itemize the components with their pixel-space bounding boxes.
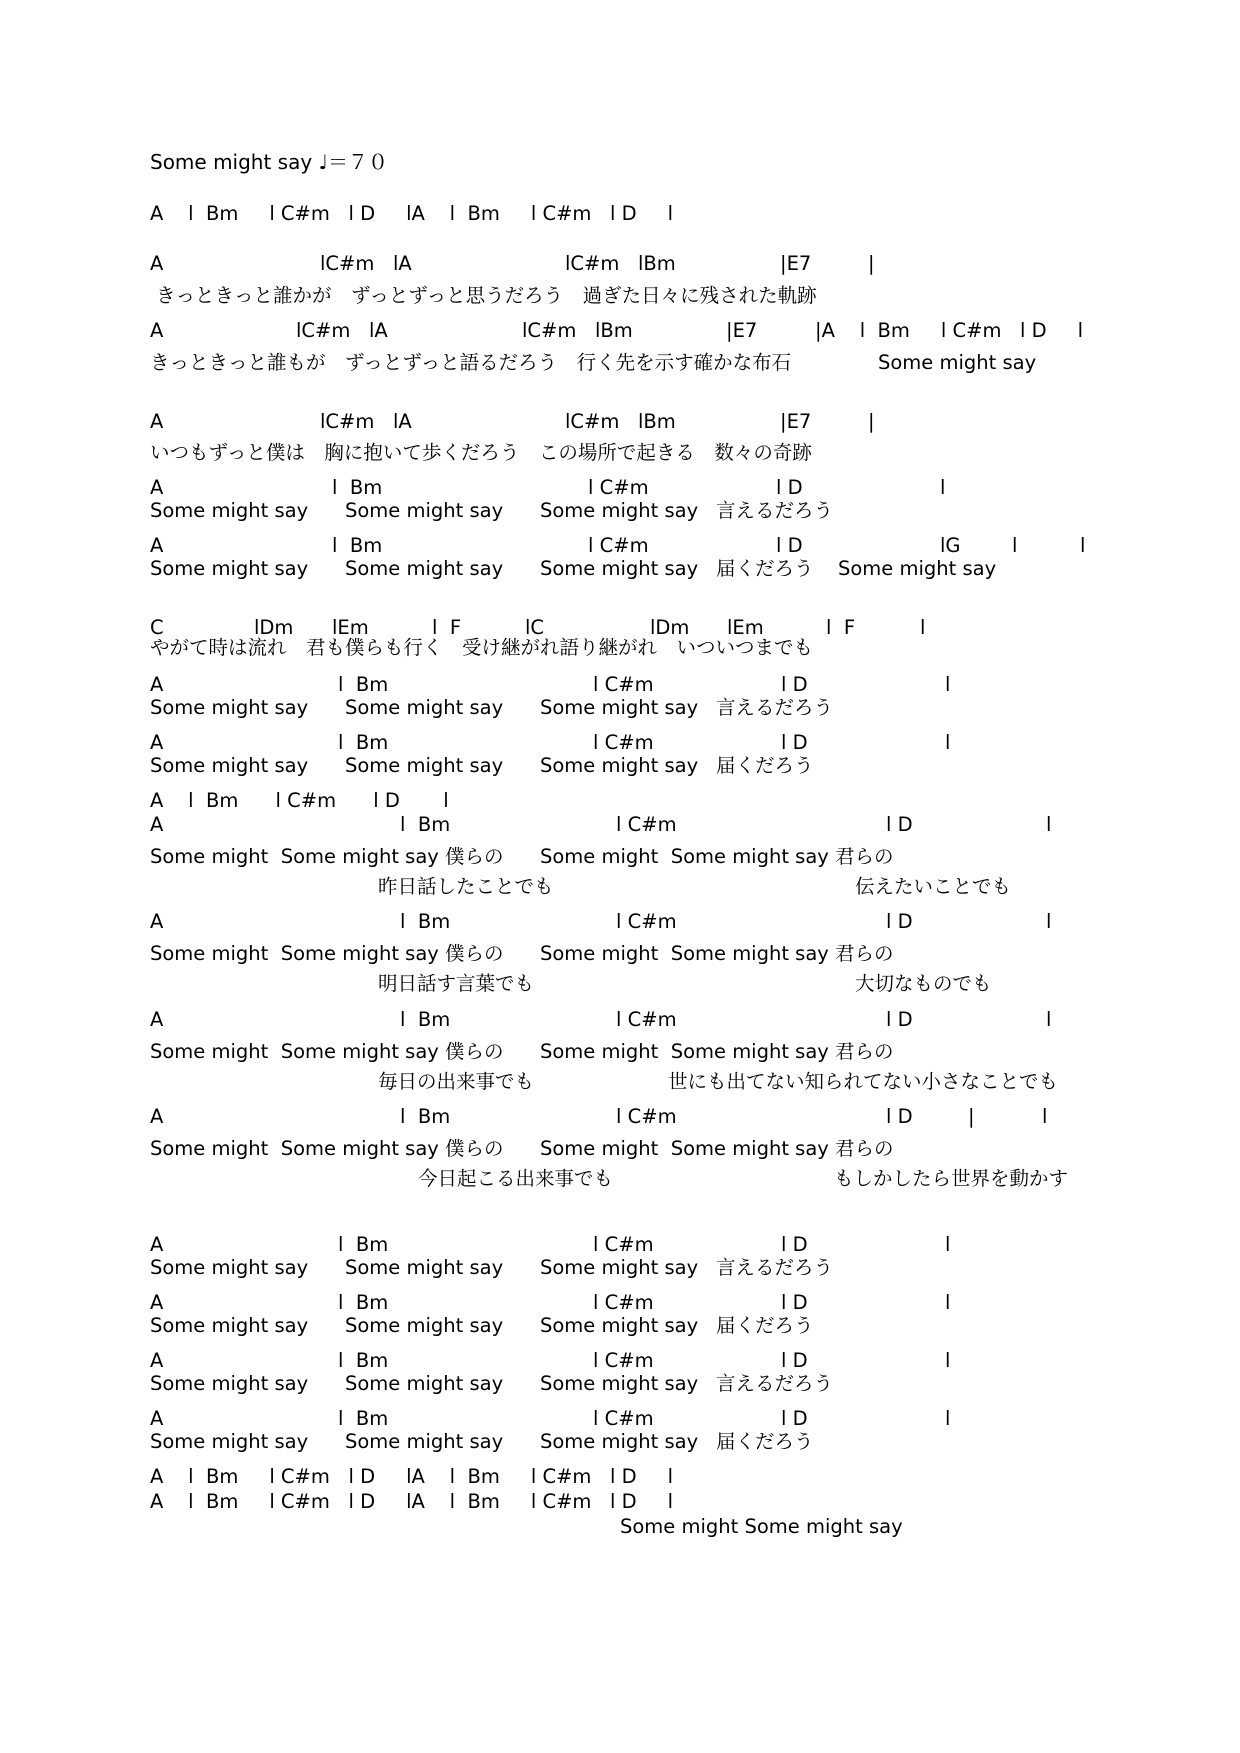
- sheet-line-segment: lC#m lA: [320, 252, 412, 275]
- sheet-line-segment: l C#m: [588, 476, 649, 499]
- sheet-line-segment: l C#m: [616, 1008, 677, 1031]
- sheet-line-segment: 言えるだろう: [716, 1256, 834, 1279]
- sheet-line-segment: l: [945, 673, 951, 696]
- sheet-line-segment: l C#m: [588, 534, 649, 557]
- sheet-line-segment: l Bm: [338, 673, 389, 696]
- sheet-line-segment: lC#m lBm: [522, 319, 633, 342]
- sheet-line-segment: lC#m lBm: [565, 410, 676, 433]
- sheet-line-segment: A: [150, 813, 164, 836]
- sheet-line-segment: l: [1042, 1105, 1048, 1128]
- sheet-line-segment: Some might Some might say 君らの: [540, 1040, 894, 1063]
- sheet-line-segment: l: [945, 731, 951, 754]
- sheet-line-segment: やがて時は流れ 君も僕らも行く 受け継がれ語り継がれ いついつまでも: [150, 636, 814, 659]
- sheet-line-segment: A l Bm l C#m l D lA l Bm l C#m l D l: [150, 1490, 674, 1513]
- sheet-line-segment: l C#m: [593, 1233, 654, 1256]
- sheet-line-segment: Some might say: [540, 754, 699, 777]
- sheet-line-segment: Some might say: [540, 499, 699, 522]
- sheet-line-segment: l Bm: [338, 731, 389, 754]
- sheet-line-segment: Some might say: [540, 557, 699, 580]
- sheet-line-segment: l Bm: [338, 1407, 389, 1430]
- sheet-line-segment: Some might say: [150, 499, 309, 522]
- sheet-line-segment: l Bm: [338, 1233, 389, 1256]
- sheet-line-segment: Some might say: [345, 1256, 504, 1279]
- sheet-line-segment: l: [940, 476, 946, 499]
- sheet-line-segment: l D: [781, 1349, 808, 1372]
- sheet-line-segment: l D: [886, 813, 913, 836]
- sheet-line-segment: |: [868, 410, 875, 433]
- sheet-line-segment: Some might say: [150, 754, 309, 777]
- sheet-line-segment: Some might say: [878, 351, 1037, 374]
- sheet-line-segment: A: [150, 1105, 164, 1128]
- sheet-line-segment: 今日起こる出来事でも: [418, 1167, 614, 1190]
- sheet-line-segment: A: [150, 1291, 164, 1314]
- sheet-line-segment: Some might Some might say 僕らの: [150, 845, 504, 868]
- sheet-line-segment: l D: [781, 673, 808, 696]
- sheet-line-segment: Some might Some might say 僕らの: [150, 1137, 504, 1160]
- sheet-line-segment: l D: [781, 1407, 808, 1430]
- sheet-line-segment: 届くだろう: [716, 754, 814, 777]
- sheet-line-segment: 届くだろう: [716, 557, 814, 580]
- sheet-line-segment: l: [1080, 534, 1086, 557]
- sheet-line-segment: A: [150, 910, 164, 933]
- sheet-line-segment: l: [1012, 534, 1018, 557]
- sheet-line-segment: Some might say: [150, 1256, 309, 1279]
- sheet-line-segment: A: [150, 1233, 164, 1256]
- sheet-line-segment: Some might Some might say 君らの: [540, 1137, 894, 1160]
- sheet-line-segment: |: [868, 252, 875, 275]
- sheet-line-segment: l Bm: [400, 910, 451, 933]
- sheet-line-segment: Some might say: [345, 1372, 504, 1395]
- sheet-line-segment: 昨日話したことでも: [378, 875, 554, 898]
- sheet-line-segment: A: [150, 673, 164, 696]
- sheet-line-segment: Some might Some might say 君らの: [540, 845, 894, 868]
- sheet-line-segment: Some might say: [838, 557, 997, 580]
- sheet-line-segment: lC#m lBm: [565, 252, 676, 275]
- sheet-line-segment: l F: [826, 616, 856, 639]
- sheet-line-segment: |E7: [780, 252, 812, 275]
- sheet-line-segment: Some might say: [150, 1430, 309, 1453]
- sheet-line-segment: Some might say: [345, 696, 504, 719]
- sheet-line-segment: |A l Bm l C#m l D l: [815, 319, 1084, 342]
- sheet-line-segment: A l Bm l C#m l D lA l Bm l C#m l D l: [150, 202, 674, 225]
- sheet-line-segment: Some might say: [540, 1372, 699, 1395]
- sheet-line-segment: 大切なものでも: [855, 972, 992, 995]
- sheet-line-segment: l D: [776, 476, 803, 499]
- sheet-line-segment: A: [150, 410, 164, 433]
- sheet-line-segment: Some might Some might say 僕らの: [150, 1040, 504, 1063]
- sheet-line-segment: l C#m: [593, 1291, 654, 1314]
- sheet-line-segment: lC#m lA: [320, 410, 412, 433]
- sheet-line-segment: l Bm: [400, 1008, 451, 1031]
- sheet-line-segment: いつもずっと僕は 胸に抱いて歩くだろう この場所で起きる 数々の奇跡: [150, 441, 812, 464]
- sheet-line-segment: l: [1046, 910, 1052, 933]
- sheet-line-segment: 言えるだろう: [716, 1372, 834, 1395]
- sheet-line-segment: lDm: [650, 616, 690, 639]
- sheet-line-segment: 届くだろう: [716, 1314, 814, 1337]
- sheet-line-segment: l C#m: [593, 1349, 654, 1372]
- sheet-line-segment: 明日話す言葉でも: [378, 972, 535, 995]
- sheet-line-segment: l: [945, 1407, 951, 1430]
- sheet-line-segment: l D: [886, 910, 913, 933]
- sheet-line-segment: lDm: [254, 616, 294, 639]
- sheet-line-segment: Some might say: [345, 754, 504, 777]
- sheet-line-segment: A: [150, 476, 164, 499]
- sheet-line-segment: A: [150, 1349, 164, 1372]
- sheet-line-segment: Some might say: [540, 1314, 699, 1337]
- sheet-line-segment: lC#m lA: [296, 319, 388, 342]
- sheet-line-segment: Some might Some might say: [620, 1515, 903, 1538]
- sheet-line-segment: l C#m: [593, 673, 654, 696]
- sheet-line-segment: l F: [432, 616, 462, 639]
- sheet-line-segment: Some might say: [150, 557, 309, 580]
- sheet-line-segment: l: [945, 1291, 951, 1314]
- sheet-line-segment: |E7: [780, 410, 812, 433]
- sheet-line-segment: 言えるだろう: [716, 499, 834, 522]
- sheet-line-segment: C: [150, 616, 164, 639]
- sheet-line-segment: l D: [886, 1008, 913, 1031]
- sheet-line-segment: l D: [781, 731, 808, 754]
- sheet-line-segment: l C#m: [593, 731, 654, 754]
- sheet-line-segment: A: [150, 252, 164, 275]
- sheet-line-segment: もしかしたら世界を動かす: [834, 1167, 1069, 1190]
- sheet-line-segment: lC: [525, 616, 545, 639]
- sheet-line-segment: lEm: [332, 616, 369, 639]
- sheet-line-segment: Some might say: [540, 696, 699, 719]
- sheet-line-segment: l C#m: [616, 910, 677, 933]
- sheet-line-segment: l D: [886, 1105, 913, 1128]
- sheet-line-segment: Some might say: [150, 1372, 309, 1395]
- sheet-line-segment: Some might say: [345, 1314, 504, 1337]
- sheet-line-segment: |E7: [726, 319, 758, 342]
- sheet-line-segment: l C#m: [616, 1105, 677, 1128]
- sheet-line-segment: l Bm: [338, 1349, 389, 1372]
- sheet-line-segment: A: [150, 731, 164, 754]
- sheet-line-segment: Some might say: [345, 1430, 504, 1453]
- sheet-line-segment: A: [150, 534, 164, 557]
- sheet-line-segment: Some might say: [540, 1430, 699, 1453]
- sheet-line-segment: l: [945, 1233, 951, 1256]
- sheet-line-segment: l Bm: [332, 476, 383, 499]
- sheet-line-segment: きっときっと誰かが ずっとずっと思うだろう 過ぎた日々に残された軌跡: [156, 284, 817, 307]
- sheet-line-segment: 言えるだろう: [716, 696, 834, 719]
- sheet-line-segment: l D: [781, 1233, 808, 1256]
- sheet-line-segment: l C#m: [593, 1407, 654, 1430]
- song-title: Some might say ♩＝７０: [150, 150, 388, 174]
- sheet-line-segment: A: [150, 319, 164, 342]
- sheet-line-segment: Some might Some might say 君らの: [540, 942, 894, 965]
- sheet-line-segment: Some might say: [345, 499, 504, 522]
- sheet-line-segment: A l Bm l C#m l D lA l Bm l C#m l D l: [150, 1465, 674, 1488]
- sheet-line-segment: l C#m: [616, 813, 677, 836]
- sheet-line-segment: lG: [940, 534, 961, 557]
- sheet-line-segment: |: [968, 1105, 975, 1128]
- sheet-line-segment: A: [150, 1008, 164, 1031]
- sheet-line-segment: 世にも出てない知られてない小さなことでも: [668, 1070, 1059, 1093]
- sheet-line-segment: l Bm: [332, 534, 383, 557]
- sheet-line-segment: l Bm: [400, 1105, 451, 1128]
- sheet-line-segment: l: [945, 1349, 951, 1372]
- sheet-line-segment: Some might say: [150, 696, 309, 719]
- sheet-line-segment: l Bm: [400, 813, 451, 836]
- sheet-line-segment: きっときっと誰もが ずっとずっと語るだろう 行く先を示す確かな布石: [150, 351, 792, 374]
- sheet-line-segment: Some might say: [345, 557, 504, 580]
- sheet-line-segment: l D: [781, 1291, 808, 1314]
- sheet-line-segment: l Bm: [338, 1291, 389, 1314]
- sheet-line-segment: l: [1046, 813, 1052, 836]
- sheet-line-segment: l: [920, 616, 926, 639]
- sheet-line-segment: A l Bm l C#m l D l: [150, 789, 449, 812]
- sheet-line-segment: Some might Some might say 僕らの: [150, 942, 504, 965]
- sheet-line-segment: l D: [776, 534, 803, 557]
- sheet-line-segment: A: [150, 1407, 164, 1430]
- sheet-line-segment: Some might say: [540, 1256, 699, 1279]
- sheet-line-segment: l: [1046, 1008, 1052, 1031]
- sheet-line-segment: Some might say: [150, 1314, 309, 1337]
- sheet-line-segment: lEm: [727, 616, 764, 639]
- sheet-line-segment: 毎日の出来事でも: [378, 1070, 535, 1093]
- sheet-line-segment: 届くだろう: [716, 1430, 814, 1453]
- sheet-line-segment: 伝えたいことでも: [855, 875, 1012, 898]
